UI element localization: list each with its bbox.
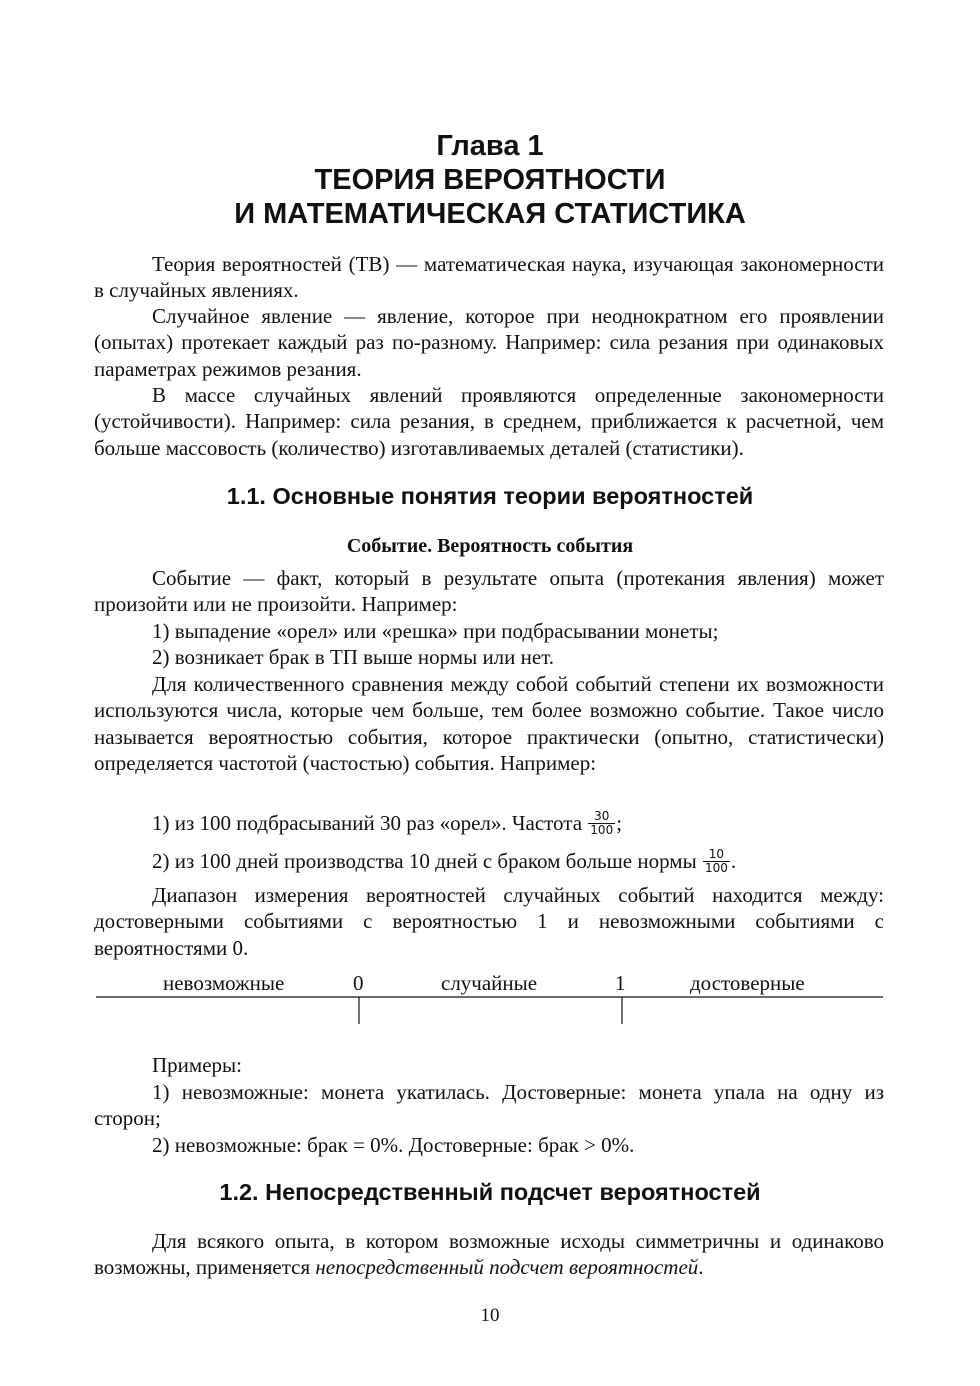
chapter-title-line-1: ТЕОРИЯ ВЕРОЯТНОСТИ [314, 164, 666, 196]
list-item: 2) возникает брак в ТП выше нормы или нет. [152, 645, 555, 669]
chapter-title-line-2: И МАТЕМАТИЧЕСКАЯ СТАТИСТИКА [234, 198, 746, 230]
fraction [703, 848, 730, 875]
fraction-numerator: 30 [588, 810, 615, 824]
text: Для всякого опыта, в котором возможные исходы симметричны и одинаково возможны, применяется [94, 1229, 884, 1280]
emphasis-term: непосредственный подсчет вероятностей [315, 1255, 699, 1280]
section-1-paragraph-2: Для количественного сравнения между собой событий степени их возможности используются числа, которые чем больше, тем более возможно событие. Такое число называется вероятностью события, которое практически (опытно, статистически) определяется частотой (частостью) события. Например: [94, 672, 884, 775]
section-2-title: 1.2. Непосредственный подсчет вероятностей [219, 1179, 761, 1205]
intro-paragraph-3: В массе случайных явлений проявляются определенные закономерности (устойчивости). Например: сила резания, в среднем, приближается к расчетной, чем больше массовость (количество) изготавливаемых деталей (статистики). [94, 383, 884, 460]
fraction [588, 810, 615, 837]
examples-item-1: 1) невозможные: монета укатилась. Достоверные: монета упала на одну из сторон; [94, 1080, 884, 1131]
intro-paragraph-2: Случайное явление — явление, которое при неоднократном его проявлении (опытах) протекает каждый раз по-разному. Например: сила резания при одинаковых параметрах режимов резания. [94, 304, 884, 381]
section-2-paragraph-1 [94, 1228, 884, 1281]
page-number: 10 [480, 1305, 500, 1326]
examples-item-2: 2) невозможные: брак = 0%. Достоверные: брак > 0%. [152, 1133, 635, 1157]
section-1-paragraph-3: Диапазон измерения вероятностей случайных событий находится между: достоверными событиями с вероятностью 1 и невозможными событиями с вероятностями 0. [94, 883, 884, 960]
example-frequency-2 [152, 848, 942, 877]
probability-scale [0, 990, 980, 1030]
fraction-numerator: 10 [703, 848, 730, 862]
chapter-label: Глава 1 [436, 130, 544, 162]
fraction-denominator: 100 [590, 822, 614, 837]
section-1-subtitle: Событие. Вероятность события [346, 535, 634, 557]
example-text: 2) из 100 дней производства 10 дней с браком больше нормы [152, 849, 697, 873]
punctuation: . [730, 849, 737, 873]
scale-label-certain: достоверные [690, 971, 805, 995]
scale-label-impossible: невозможные [163, 971, 285, 995]
scale-label-random: случайные [441, 971, 538, 995]
punctuation: . [698, 1255, 704, 1280]
fraction-denominator: 100 [704, 860, 728, 875]
example-text: 1) из 100 подбрасываний 30 раз «орел». Частота [152, 811, 583, 835]
scale-label-one: 1 [615, 971, 626, 995]
example-frequency-1 [152, 810, 942, 839]
section-1-paragraph-1: Событие — факт, который в результате опыта (протекания явления) может произойти или не произойти. Например: [94, 566, 884, 617]
section-1-title: 1.1. Основные понятия теории вероятностей [226, 483, 754, 509]
examples-heading: Примеры: [152, 1053, 242, 1077]
scale-label-zero: 0 [353, 971, 364, 995]
list-item: 1) выпадение «орел» или «решка» при подбрасывании монеты; [152, 619, 719, 643]
punctuation: ; [616, 811, 623, 835]
intro-paragraph-1: Теория вероятностей (ТВ) — математическая наука, изучающая закономерности в случайных явлениях. [94, 252, 884, 303]
